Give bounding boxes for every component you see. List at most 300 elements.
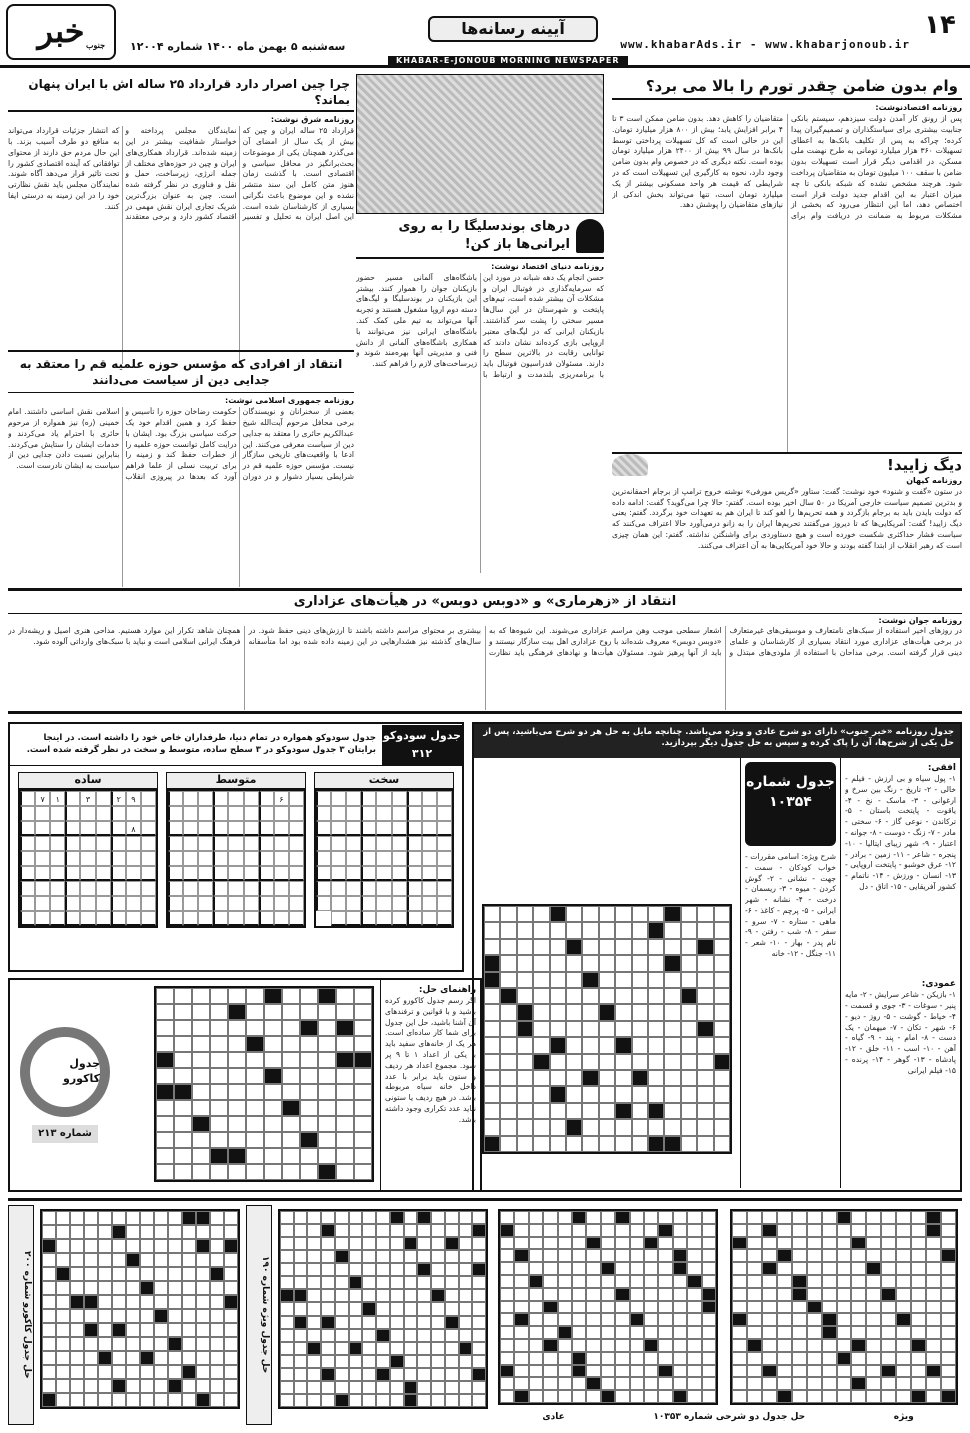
sudoku-cell[interactable] [346,821,361,836]
crossword-cell[interactable] [632,1086,648,1102]
sudoku-cell[interactable] [228,896,243,911]
crossword-cell[interactable] [550,972,566,988]
crossword-cell[interactable] [517,972,533,988]
crossword-cell[interactable] [681,955,697,971]
sudoku-cell[interactable] [376,836,391,851]
sudoku-cell[interactable] [376,791,391,806]
crossword-cell[interactable] [615,1103,631,1119]
crossword-cell[interactable] [697,939,713,955]
sudoku-cell[interactable] [213,851,228,866]
crossword-cell[interactable] [681,939,697,955]
crossword-cell[interactable] [533,922,549,938]
kakuro-cell[interactable] [210,1164,228,1180]
crossword-cell[interactable] [484,955,500,971]
sudoku-cell[interactable] [111,881,126,896]
kakuro-cell[interactable] [192,1164,210,1180]
crossword-cell[interactable] [697,1037,713,1053]
sudoku-cell[interactable] [168,896,183,911]
sudoku-cell[interactable] [316,881,331,896]
sudoku-cell[interactable]: ۲ [111,791,126,806]
sudoku-cell[interactable] [198,806,213,821]
crossword-cell[interactable] [632,972,648,988]
sudoku-cell[interactable] [244,806,259,821]
crossword-cell[interactable] [664,922,680,938]
crossword-cell[interactable] [582,1004,598,1020]
crossword-cell[interactable] [550,1037,566,1053]
kakuro-cell[interactable] [264,1084,282,1100]
crossword-cell[interactable] [533,1103,549,1119]
sudoku-cell[interactable]: ۷ [35,791,50,806]
kakuro-cell[interactable] [210,988,228,1004]
crossword-cell[interactable] [648,972,664,988]
sudoku-cell[interactable] [96,851,111,866]
crossword-cell[interactable] [681,1103,697,1119]
crossword-cell[interactable] [714,906,730,922]
sudoku-cell[interactable] [183,911,198,926]
kakuro-cell[interactable] [318,1036,336,1052]
sudoku-cell[interactable]: ۱ [50,791,65,806]
crossword-cell[interactable] [533,906,549,922]
kakuro-cell[interactable] [210,1020,228,1036]
sudoku-grid-easy[interactable] [18,789,158,928]
kakuro-cell[interactable] [192,1116,210,1132]
sudoku-cell[interactable] [331,851,346,866]
crossword-cell[interactable] [714,1021,730,1037]
kakuro-cell[interactable] [210,1116,228,1132]
kakuro-cell[interactable] [300,1084,318,1100]
kakuro-cell[interactable] [318,1116,336,1132]
kakuro-cell[interactable] [174,1132,192,1148]
sudoku-cell[interactable] [80,821,95,836]
crossword-cell[interactable] [664,1103,680,1119]
crossword-cell[interactable] [681,922,697,938]
crossword-cell[interactable] [681,972,697,988]
kakuro-cell[interactable] [282,1100,300,1116]
crossword-cell[interactable] [648,988,664,1004]
kakuro-cell[interactable] [336,1020,354,1036]
kakuro-cell[interactable] [174,1116,192,1132]
kakuro-cell[interactable] [354,988,372,1004]
crossword-cell[interactable] [697,1054,713,1070]
sudoku-cell[interactable] [198,791,213,806]
crossword-cell[interactable] [484,972,500,988]
kakuro-cell[interactable] [210,1036,228,1052]
sudoku-cell[interactable] [50,821,65,836]
sudoku-cell[interactable] [228,791,243,806]
sudoku-cell[interactable] [407,791,422,806]
kakuro-cell[interactable] [246,1084,264,1100]
sudoku-cell[interactable] [437,791,452,806]
crossword-cell[interactable] [566,922,582,938]
crossword-cell[interactable] [714,939,730,955]
crossword-cell[interactable] [632,1054,648,1070]
crossword-cell[interactable] [582,955,598,971]
sudoku-cell[interactable] [96,911,111,926]
sudoku-cell[interactable] [437,821,452,836]
sudoku-cell[interactable] [376,851,391,866]
crossword-cell[interactable] [599,1086,615,1102]
sudoku-cell[interactable] [289,791,304,806]
crossword-cell[interactable] [632,1119,648,1135]
kakuro-cell[interactable] [156,1100,174,1116]
sudoku-cell[interactable] [244,821,259,836]
crossword-cell[interactable] [550,1004,566,1020]
crossword-cell[interactable] [582,1136,598,1152]
sudoku-cell[interactable] [111,821,126,836]
crossword-cell[interactable] [550,1021,566,1037]
sudoku-cell[interactable] [274,836,289,851]
kakuro-cell[interactable] [156,1068,174,1084]
crossword-cell[interactable] [714,1070,730,1086]
crossword-cell[interactable] [582,988,598,1004]
sudoku-cell[interactable] [126,851,141,866]
sudoku-cell[interactable] [141,911,156,926]
crossword-cell[interactable] [714,1004,730,1020]
sudoku-cell[interactable] [346,896,361,911]
crossword-cell[interactable] [500,1054,516,1070]
sudoku-cell[interactable] [316,806,331,821]
kakuro-cell[interactable] [246,1004,264,1020]
crossword-cell[interactable] [632,939,648,955]
crossword-cell[interactable] [697,988,713,1004]
sudoku-cell[interactable] [141,896,156,911]
crossword-cell[interactable] [697,1070,713,1086]
sudoku-cell[interactable] [259,851,274,866]
crossword-cell[interactable] [615,1070,631,1086]
crossword-cell[interactable] [517,988,533,1004]
sudoku-cell[interactable] [141,851,156,866]
crossword-cell[interactable] [533,1021,549,1037]
kakuro-cell[interactable] [228,1164,246,1180]
sudoku-cell[interactable] [316,896,331,911]
crossword-cell[interactable] [664,1054,680,1070]
crossword-cell[interactable] [500,939,516,955]
crossword-cell[interactable] [632,1004,648,1020]
sudoku-cell[interactable] [65,911,80,926]
sudoku-cell[interactable] [244,851,259,866]
crossword-cell[interactable] [517,1136,533,1152]
sudoku-cell[interactable] [213,836,228,851]
sudoku-cell[interactable] [20,821,35,836]
kakuro-cell[interactable] [192,1100,210,1116]
sudoku-cell[interactable] [126,806,141,821]
sudoku-cell[interactable] [346,881,361,896]
crossword-cell[interactable] [566,1070,582,1086]
crossword-cell[interactable] [664,939,680,955]
sudoku-cell[interactable] [346,836,361,851]
kakuro-cell[interactable] [264,1148,282,1164]
crossword-cell[interactable] [599,1070,615,1086]
crossword-cell[interactable] [714,1037,730,1053]
crossword-cell[interactable] [648,1037,664,1053]
crossword-cell[interactable] [500,955,516,971]
sudoku-cell[interactable] [183,791,198,806]
crossword-cell[interactable] [517,939,533,955]
sudoku-cell[interactable] [392,866,407,881]
crossword-cell[interactable] [533,1086,549,1102]
sudoku-cell[interactable] [183,866,198,881]
crossword-cell[interactable] [582,939,598,955]
sudoku-cell[interactable] [111,896,126,911]
kakuro-cell[interactable] [174,1148,192,1164]
sudoku-cell[interactable] [141,821,156,836]
crossword-cell[interactable] [484,1086,500,1102]
kakuro-cell[interactable] [210,1148,228,1164]
sudoku-cell[interactable] [244,881,259,896]
sudoku-cell[interactable] [244,911,259,926]
crossword-cell[interactable] [648,906,664,922]
kakuro-cell[interactable] [336,1004,354,1020]
crossword-cell[interactable] [599,1119,615,1135]
crossword-cell[interactable] [484,1136,500,1152]
kakuro-cell[interactable] [318,1148,336,1164]
crossword-cell[interactable] [582,1086,598,1102]
sudoku-cell[interactable] [35,836,50,851]
crossword-cell[interactable] [566,1004,582,1020]
sudoku-cell[interactable] [183,836,198,851]
kakuro-cell[interactable] [246,988,264,1004]
kakuro-cell[interactable] [210,1052,228,1068]
crossword-cell[interactable] [582,1054,598,1070]
crossword-cell[interactable] [648,1136,664,1152]
kakuro-cell[interactable] [318,988,336,1004]
crossword-cell[interactable] [714,1136,730,1152]
crossword-cell[interactable] [615,1086,631,1102]
crossword-cell[interactable] [714,1103,730,1119]
sudoku-cell[interactable] [50,896,65,911]
kakuro-cell[interactable] [354,1148,372,1164]
kakuro-cell[interactable] [264,1116,282,1132]
sudoku-cell[interactable] [259,866,274,881]
crossword-cell[interactable] [697,1004,713,1020]
crossword-cell[interactable] [648,1054,664,1070]
sudoku-cell[interactable] [361,806,376,821]
sudoku-cell[interactable] [437,881,452,896]
crossword-cell[interactable] [566,939,582,955]
sudoku-cell[interactable] [213,911,228,926]
kakuro-cell[interactable] [300,1116,318,1132]
kakuro-cell[interactable] [228,1052,246,1068]
crossword-cell[interactable] [582,1021,598,1037]
kakuro-cell[interactable] [336,1132,354,1148]
crossword-cell[interactable] [500,1103,516,1119]
sudoku-cell[interactable] [316,791,331,806]
sudoku-cell[interactable] [65,881,80,896]
sudoku-cell[interactable] [392,791,407,806]
sudoku-cell[interactable] [346,791,361,806]
sudoku-cell[interactable] [274,806,289,821]
crossword-cell[interactable] [484,939,500,955]
kakuro-cell[interactable] [282,1036,300,1052]
sudoku-cell[interactable] [422,866,437,881]
crossword-cell[interactable] [582,972,598,988]
crossword-cell[interactable] [517,1004,533,1020]
kakuro-cell[interactable] [354,1116,372,1132]
sudoku-cell[interactable] [407,911,422,926]
kakuro-cell[interactable] [318,1164,336,1180]
sudoku-cell[interactable] [392,881,407,896]
kakuro-cell[interactable] [336,1084,354,1100]
crossword-cell[interactable] [681,1037,697,1053]
sudoku-cell[interactable] [361,896,376,911]
sudoku-cell[interactable] [274,896,289,911]
crossword-cell[interactable] [566,1054,582,1070]
kakuro-cell[interactable] [354,1052,372,1068]
kakuro-cell[interactable] [282,988,300,1004]
crossword-cell[interactable] [697,1119,713,1135]
crossword-cell[interactable] [566,906,582,922]
crossword-cell[interactable] [484,1054,500,1070]
crossword-cell[interactable] [550,906,566,922]
kakuro-cell[interactable] [354,1004,372,1020]
sudoku-cell[interactable] [289,881,304,896]
kakuro-cell[interactable] [174,1020,192,1036]
kakuro-cell[interactable] [264,1132,282,1148]
sudoku-cell[interactable] [259,821,274,836]
sudoku-cell[interactable]: ۳ [80,791,95,806]
crossword-cell[interactable] [697,955,713,971]
crossword-cell[interactable] [615,1119,631,1135]
kakuro-cell[interactable] [246,1020,264,1036]
sudoku-cell[interactable] [437,866,452,881]
kakuro-cell[interactable] [228,1132,246,1148]
sudoku-cell[interactable] [376,806,391,821]
sudoku-cell[interactable] [437,851,452,866]
crossword-cell[interactable] [500,1136,516,1152]
sudoku-cell[interactable] [111,806,126,821]
kakuro-cell[interactable] [282,1004,300,1020]
sudoku-cell[interactable] [392,821,407,836]
kakuro-cell[interactable] [264,1036,282,1052]
kakuro-cell[interactable] [318,1132,336,1148]
crossword-cell[interactable] [648,939,664,955]
sudoku-cell[interactable] [35,881,50,896]
kakuro-cell[interactable] [282,1164,300,1180]
sudoku-cell[interactable] [331,866,346,881]
sudoku-cell[interactable] [198,866,213,881]
sudoku-cell[interactable] [213,806,228,821]
sudoku-cell[interactable] [316,866,331,881]
sudoku-cell[interactable] [437,896,452,911]
crossword-cell[interactable] [517,1086,533,1102]
sudoku-cell[interactable] [50,866,65,881]
kakuro-cell[interactable] [336,1036,354,1052]
kakuro-cell[interactable] [300,1004,318,1020]
crossword-cell[interactable] [632,1021,648,1037]
sudoku-cell[interactable] [183,821,198,836]
crossword-cell[interactable] [697,1136,713,1152]
sudoku-cell[interactable] [316,851,331,866]
crossword-cell[interactable] [615,906,631,922]
kakuro-cell[interactable] [264,1100,282,1116]
sudoku-cell[interactable] [437,806,452,821]
kakuro-cell[interactable] [192,1068,210,1084]
crossword-cell[interactable] [599,1136,615,1152]
kakuro-cell[interactable] [246,1036,264,1052]
sudoku-cell[interactable] [437,836,452,851]
sudoku-cell[interactable] [198,896,213,911]
sudoku-cell[interactable] [141,881,156,896]
sudoku-cell[interactable] [407,896,422,911]
kakuro-cell[interactable] [156,1004,174,1020]
crossword-cell[interactable] [664,1021,680,1037]
crossword-cell[interactable] [517,1119,533,1135]
kakuro-cell[interactable] [192,1020,210,1036]
sudoku-cell[interactable] [168,806,183,821]
sudoku-cell[interactable] [80,836,95,851]
sudoku-cell[interactable] [50,806,65,821]
sudoku-cell[interactable] [274,911,289,926]
crossword-cell[interactable] [599,972,615,988]
sudoku-cell[interactable] [361,821,376,836]
kakuro-cell[interactable] [192,1036,210,1052]
crossword-cell[interactable] [632,922,648,938]
kakuro-cell[interactable] [336,1148,354,1164]
crossword-cell[interactable] [632,1037,648,1053]
sudoku-cell[interactable] [228,836,243,851]
sudoku-cell[interactable] [213,881,228,896]
kakuro-cell[interactable] [246,1116,264,1132]
sudoku-cell[interactable] [392,896,407,911]
kakuro-cell[interactable] [300,988,318,1004]
crossword-cell[interactable] [517,1037,533,1053]
crossword-cell[interactable] [681,906,697,922]
sudoku-cell[interactable] [289,806,304,821]
kakuro-cell[interactable] [228,1100,246,1116]
sudoku-cell[interactable] [361,851,376,866]
sudoku-cell[interactable] [80,911,95,926]
sudoku-cell[interactable] [65,896,80,911]
crossword-cell[interactable] [648,1103,664,1119]
crossword-cell[interactable] [599,939,615,955]
crossword-cell[interactable] [550,922,566,938]
sudoku-cell[interactable] [407,836,422,851]
sudoku-cell[interactable] [35,821,50,836]
sudoku-cell[interactable]: ۸ [126,821,141,836]
kakuro-cell[interactable] [174,1068,192,1084]
sudoku-grid-hard[interactable] [314,789,454,928]
crossword-cell[interactable] [533,1054,549,1070]
crossword-cell[interactable] [566,1103,582,1119]
crossword-cell[interactable] [517,922,533,938]
sudoku-cell[interactable] [183,806,198,821]
sudoku-cell[interactable] [361,911,376,926]
kakuro-cell[interactable] [192,988,210,1004]
kakuro-cell[interactable] [300,1132,318,1148]
kakuro-cell[interactable] [282,1020,300,1036]
kakuro-cell[interactable] [336,1068,354,1084]
kakuro-cell[interactable] [264,1004,282,1020]
crossword-cell[interactable] [517,1103,533,1119]
sudoku-cell[interactable] [35,851,50,866]
kakuro-cell[interactable] [336,1116,354,1132]
sudoku-cell[interactable] [228,911,243,926]
sudoku-cell[interactable] [289,836,304,851]
crossword-cell[interactable] [632,906,648,922]
sudoku-cell[interactable] [50,881,65,896]
kakuro-cell[interactable] [228,1004,246,1020]
kakuro-cell[interactable] [282,1052,300,1068]
crossword-cell[interactable] [533,1119,549,1135]
sudoku-cell[interactable] [141,806,156,821]
sudoku-cell[interactable] [198,881,213,896]
sudoku-cell[interactable] [168,911,183,926]
sudoku-cell[interactable] [183,896,198,911]
sudoku-cell[interactable] [96,881,111,896]
crossword-cell[interactable] [615,939,631,955]
sudoku-cell[interactable] [228,866,243,881]
sudoku-cell[interactable] [111,836,126,851]
